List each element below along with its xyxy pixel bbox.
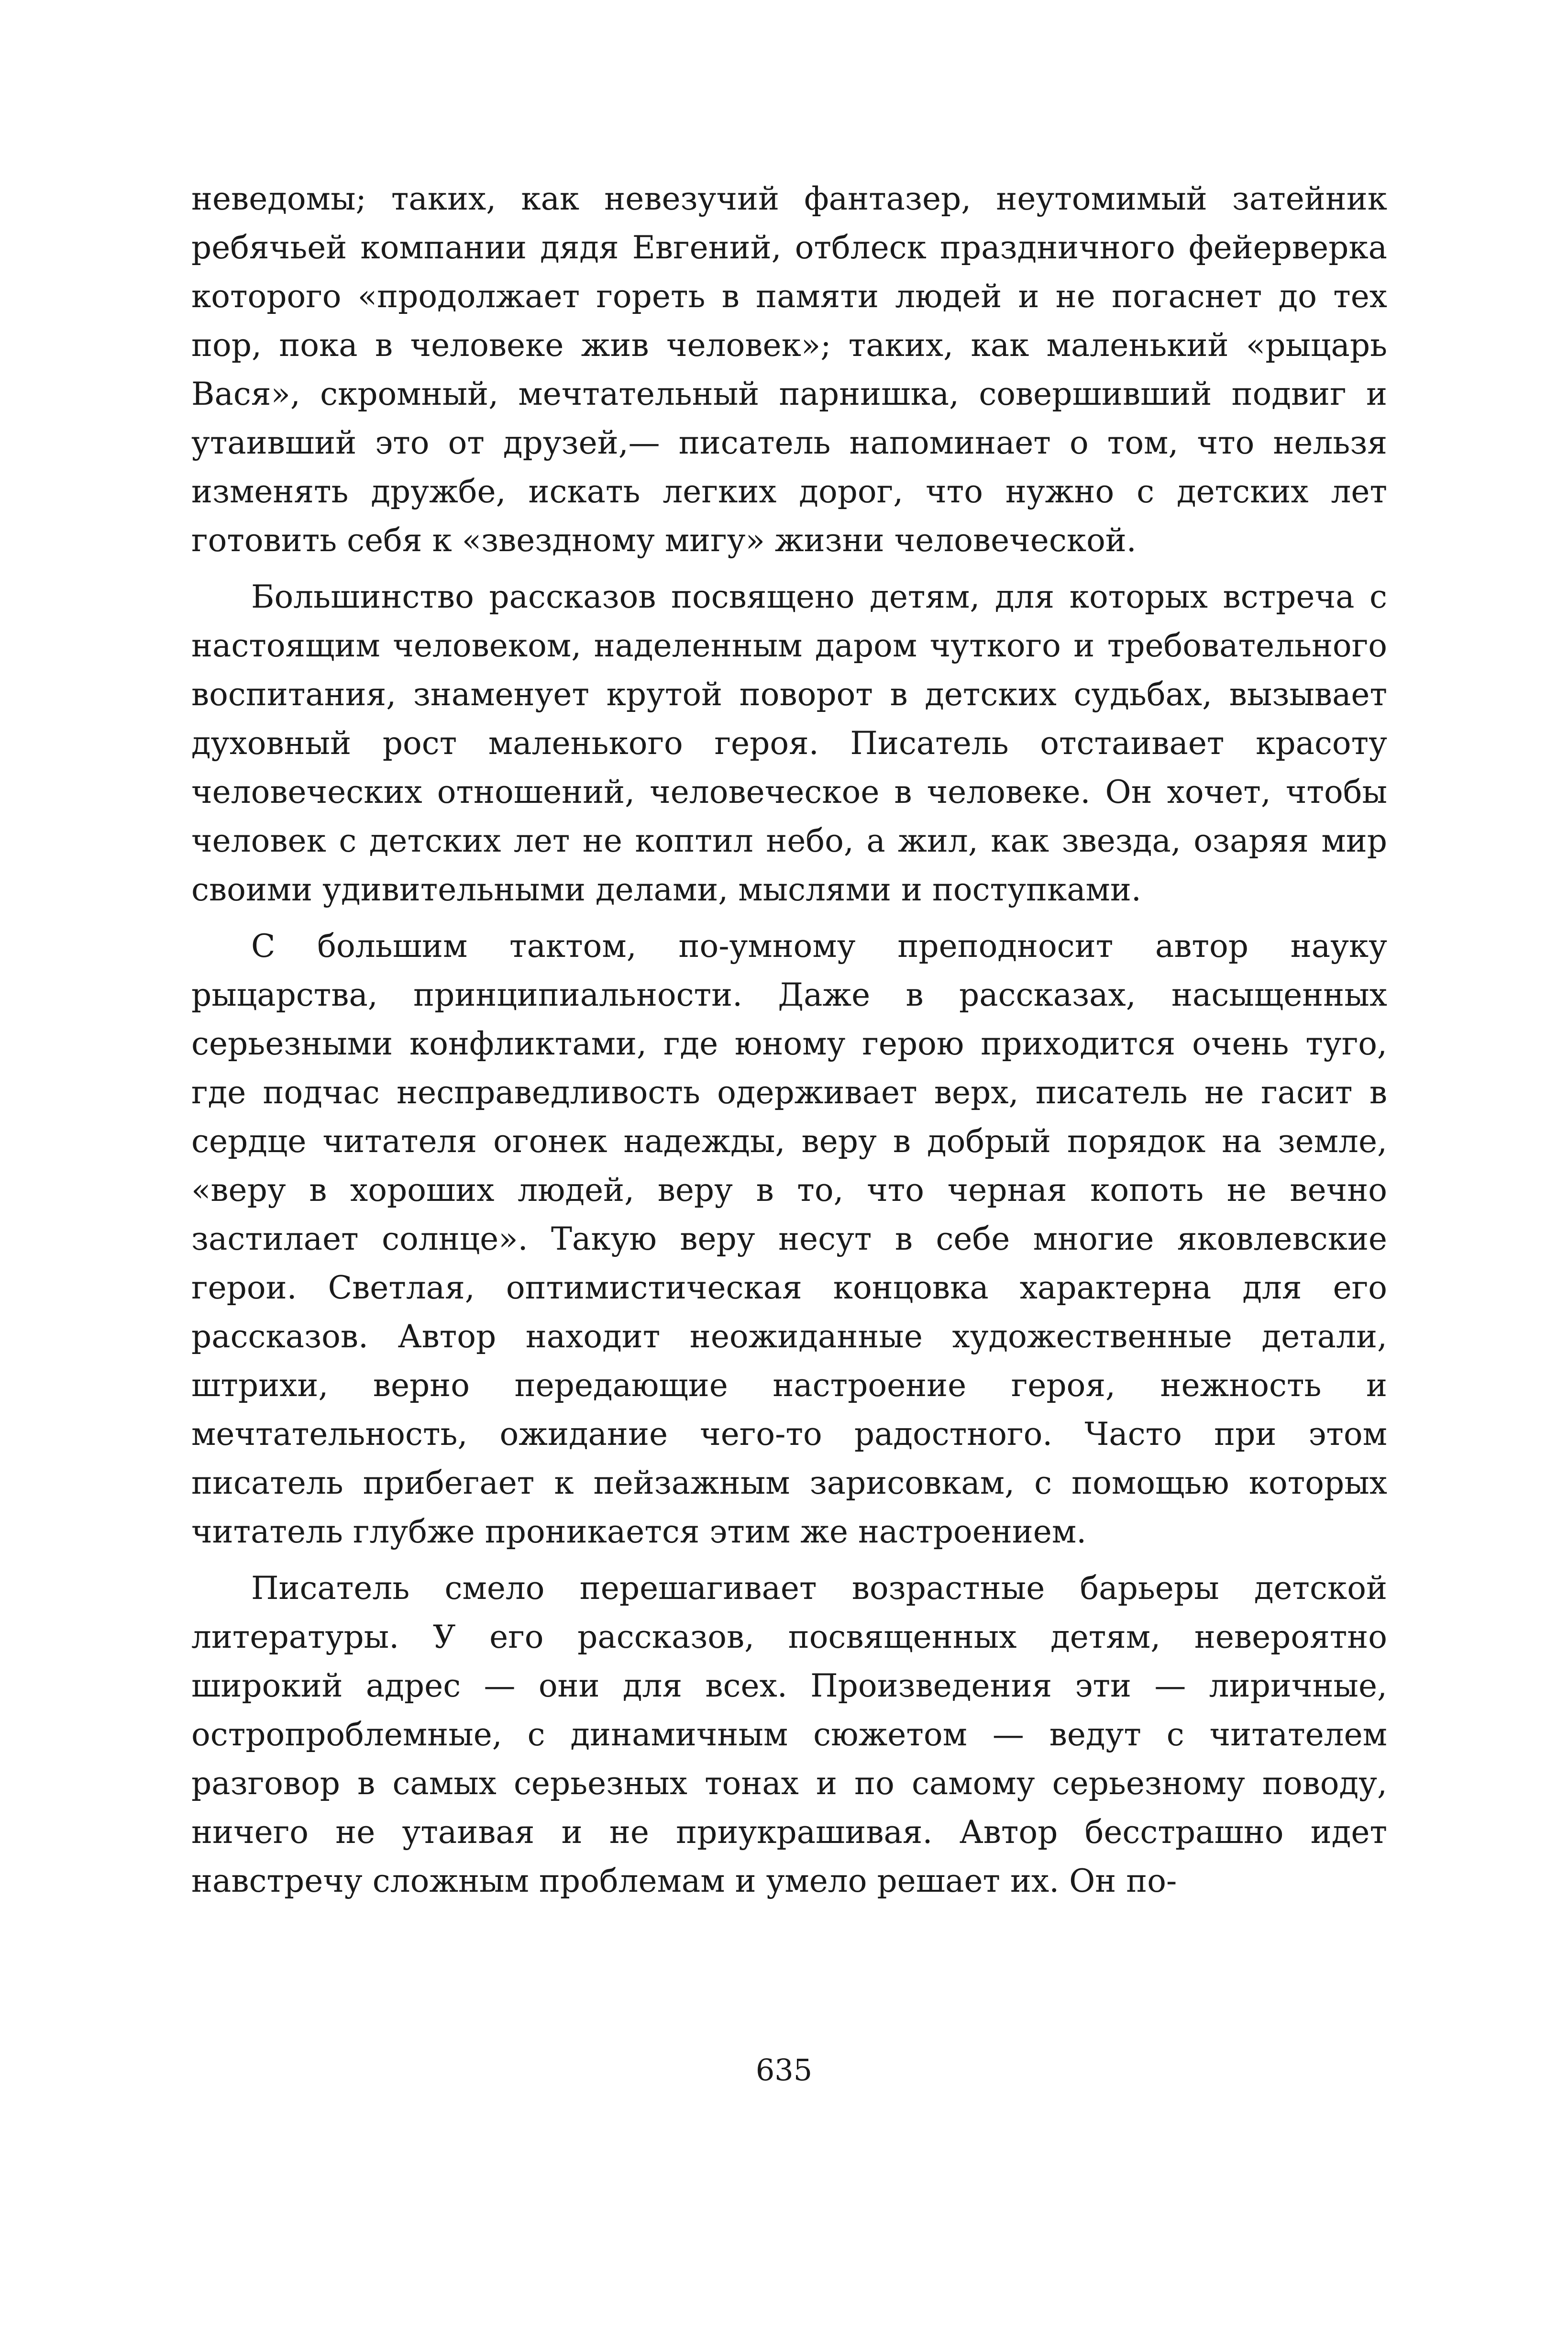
paragraph-4: Писатель смело перешагивает возрастные барьеры детской литературы. У его рассказов, посвященных детям, невероятно широкий адрес — они для всех. Произведения эти — лиричные, остропроблемные, с динамичным сюжетом — ведут с читателем разговор в самых серьезных тонах и по самому серьезному поводу, ничего не утаивая и не приукрашивая. Автор бесстрашно идет навстречу сложным проблемам и умело решает их. Он по- bbox=[191, 1570, 1387, 1899]
body-text bbox=[191, 175, 1387, 1913]
page-number: 635 bbox=[755, 2053, 813, 2087]
paragraph-1: неведомы; таких, как невезучий фантазер, неутомимый затейник ребячьей компании дядя Евгений, отблеск праздничного фейерверка которого «продолжает гореть в памяти людей и не погаснет до тех пор, пока в человеке жив человек»; таких, как маленький «рыцарь Вася», скромный, мечтательный парнишка, совершивший подвиг и утаивший это от друзей,— писатель напоминает о том, что нельзя изменять дружбе, искать легких дорог, что нужно с детских лет готовить себя к «звездному мигу» жизни человеческой. bbox=[191, 180, 1387, 559]
paragraph-3: С большим тактом, по-умному преподносит автор науку рыцарства, принципиальности. Даже в рассказах, насыщенных серьезными конфликтами, где юному герою приходится очень туго, где подчас несправедливость одерживает верх, писатель не гасит в сердце читателя огонек надежды, веру в добрый порядок на земле, «веру в хороших людей, веру в то, что черная копоть не вечно застилает солнце». Такую веру несут в себе многие яковлевские герои. Светлая, оптимистическая концовка характерна для его рассказов. Автор находит неожиданные художественные детали, штрихи, верно передающие настроение героя, нежность и мечтательность, ожидание чего-то радостного. Часто при этом писатель прибегает к пейзажным зарисовкам, с помощью которых читатель глубже проникается этим же настроением. bbox=[191, 928, 1387, 1550]
paragraph-2: Большинство рассказов посвящено детям, для которых встреча с настоящим человеком, наделенным даром чуткого и требовательного воспитания, знаменует крутой поворот в детских судьбах, вызывает духовный рост маленького героя. Писатель отстаивает красоту человеческих отношений, человеческое в человеке. Он хочет, чтобы человек с детских лет не коптил небо, а жил, как звезда, озаряя мир своими удивительными делами, мыслями и поступками. bbox=[191, 578, 1387, 908]
